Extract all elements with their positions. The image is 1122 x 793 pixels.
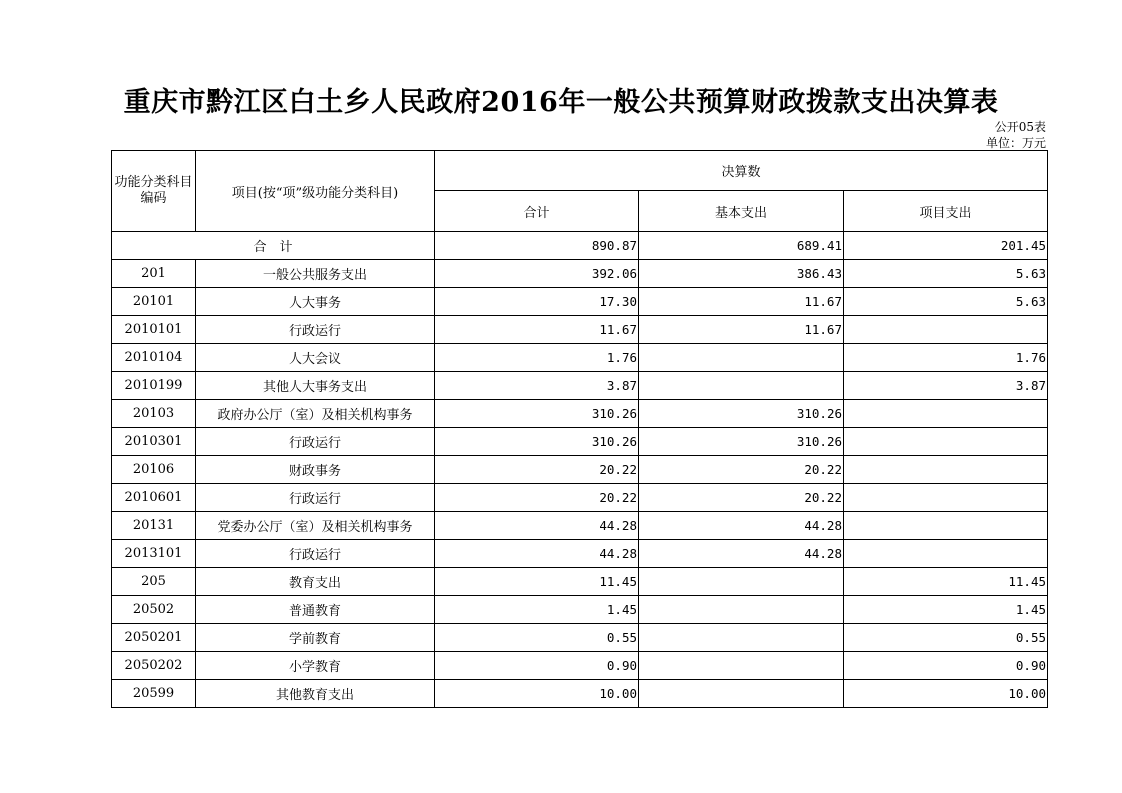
row-basic: [639, 596, 844, 624]
row-name: 行政运行: [196, 484, 435, 512]
row-name: 学前教育: [196, 624, 435, 652]
row-code: 2013101: [112, 540, 196, 568]
row-name: 财政事务: [196, 456, 435, 484]
row-total: 17.30: [435, 288, 639, 316]
row-total: 1.45: [435, 596, 639, 624]
row-project: 11.45: [844, 568, 1048, 596]
row-name: 其他人大事务支出: [196, 372, 435, 400]
row-name: 政府办公厅（室）及相关机构事务: [196, 400, 435, 428]
row-project: 0.90: [844, 652, 1048, 680]
table-row: [112, 596, 1048, 624]
row-code: 20106: [112, 456, 196, 484]
row-project: 1.45: [844, 596, 1048, 624]
row-total: 392.06: [435, 260, 639, 288]
row-total: 11.67: [435, 316, 639, 344]
row-project: 5.63: [844, 288, 1048, 316]
row-name: 党委办公厅（室）及相关机构事务: [196, 512, 435, 540]
budget-table: [111, 150, 1048, 708]
table-row: [112, 680, 1048, 708]
table-row: [112, 428, 1048, 456]
unit-label: 单位：万元: [985, 136, 1046, 150]
row-basic: [639, 344, 844, 372]
row-basic: [639, 624, 844, 652]
row-project: 10.00: [844, 680, 1048, 708]
table-row: [112, 344, 1048, 372]
row-name: 小学教育: [196, 652, 435, 680]
row-name: 行政运行: [196, 316, 435, 344]
row-total: 310.26: [435, 428, 639, 456]
row-total: 11.45: [435, 568, 639, 596]
table-row: [112, 624, 1048, 652]
row-code: 20103: [112, 400, 196, 428]
row-total: 10.00: [435, 680, 639, 708]
row-project: [844, 400, 1048, 428]
table-row: [112, 456, 1048, 484]
header-basic: 基本支出: [639, 191, 844, 232]
row-basic: [639, 372, 844, 400]
header-group: 决算数: [435, 151, 1048, 191]
header-project: 项目支出: [844, 191, 1048, 232]
total-project: 201.45: [844, 232, 1048, 260]
table-row: [112, 512, 1048, 540]
row-total: 3.87: [435, 372, 639, 400]
header-total: 合计: [435, 191, 639, 232]
header-code: 功能分类科目编码: [112, 151, 196, 232]
total-sum: 890.87: [435, 232, 639, 260]
row-code: 2010199: [112, 372, 196, 400]
table-row: [112, 316, 1048, 344]
row-project: [844, 512, 1048, 540]
row-basic: 20.22: [639, 484, 844, 512]
row-name: 教育支出: [196, 568, 435, 596]
row-code: 201: [112, 260, 196, 288]
row-total: 0.90: [435, 652, 639, 680]
row-total: 20.22: [435, 456, 639, 484]
row-name: 人大会议: [196, 344, 435, 372]
row-total: 20.22: [435, 484, 639, 512]
row-code: 20502: [112, 596, 196, 624]
page-title: 重庆市黔江区白土乡人民政府2016年一般公共预算财政拨款支出决算表: [123, 87, 999, 118]
row-basic: [639, 652, 844, 680]
row-total: 44.28: [435, 512, 639, 540]
row-code: 205: [112, 568, 196, 596]
table-row: [112, 652, 1048, 680]
table-row: [112, 568, 1048, 596]
row-project: [844, 456, 1048, 484]
row-name: 普通教育: [196, 596, 435, 624]
row-project: 5.63: [844, 260, 1048, 288]
row-code: 2010301: [112, 428, 196, 456]
row-name: 人大事务: [196, 288, 435, 316]
row-basic: 20.22: [639, 456, 844, 484]
table-row: [112, 540, 1048, 568]
row-basic: [639, 568, 844, 596]
table-row: [112, 484, 1048, 512]
row-name: 其他教育支出: [196, 680, 435, 708]
row-code: 2050201: [112, 624, 196, 652]
header-name: 项目(按“项”级功能分类科目): [196, 151, 435, 232]
total-basic: 689.41: [639, 232, 844, 260]
row-code: 20599: [112, 680, 196, 708]
form-code: 公开05表: [994, 120, 1046, 134]
row-project: 0.55: [844, 624, 1048, 652]
row-code: 20131: [112, 512, 196, 540]
table-row: [112, 400, 1048, 428]
row-project: [844, 316, 1048, 344]
row-basic: 310.26: [639, 400, 844, 428]
row-project: [844, 484, 1048, 512]
row-basic: 310.26: [639, 428, 844, 456]
row-basic: 44.28: [639, 540, 844, 568]
table-row: [112, 372, 1048, 400]
row-code: 2010601: [112, 484, 196, 512]
row-basic: 11.67: [639, 316, 844, 344]
row-name: 行政运行: [196, 428, 435, 456]
row-project: [844, 428, 1048, 456]
table-row: [112, 260, 1048, 288]
row-basic: 44.28: [639, 512, 844, 540]
row-code: 2010104: [112, 344, 196, 372]
total-label: 合 计: [112, 232, 435, 260]
row-basic: 386.43: [639, 260, 844, 288]
row-name: 行政运行: [196, 540, 435, 568]
row-name: 一般公共服务支出: [196, 260, 435, 288]
row-code: 20101: [112, 288, 196, 316]
row-code: 2010101: [112, 316, 196, 344]
row-basic: 11.67: [639, 288, 844, 316]
row-total: 1.76: [435, 344, 639, 372]
row-project: 3.87: [844, 372, 1048, 400]
total-row: [112, 232, 1048, 260]
table-row: [112, 288, 1048, 316]
row-project: [844, 540, 1048, 568]
row-code: 2050202: [112, 652, 196, 680]
row-basic: [639, 680, 844, 708]
row-project: 1.76: [844, 344, 1048, 372]
row-total: 310.26: [435, 400, 639, 428]
row-total: 0.55: [435, 624, 639, 652]
row-total: 44.28: [435, 540, 639, 568]
